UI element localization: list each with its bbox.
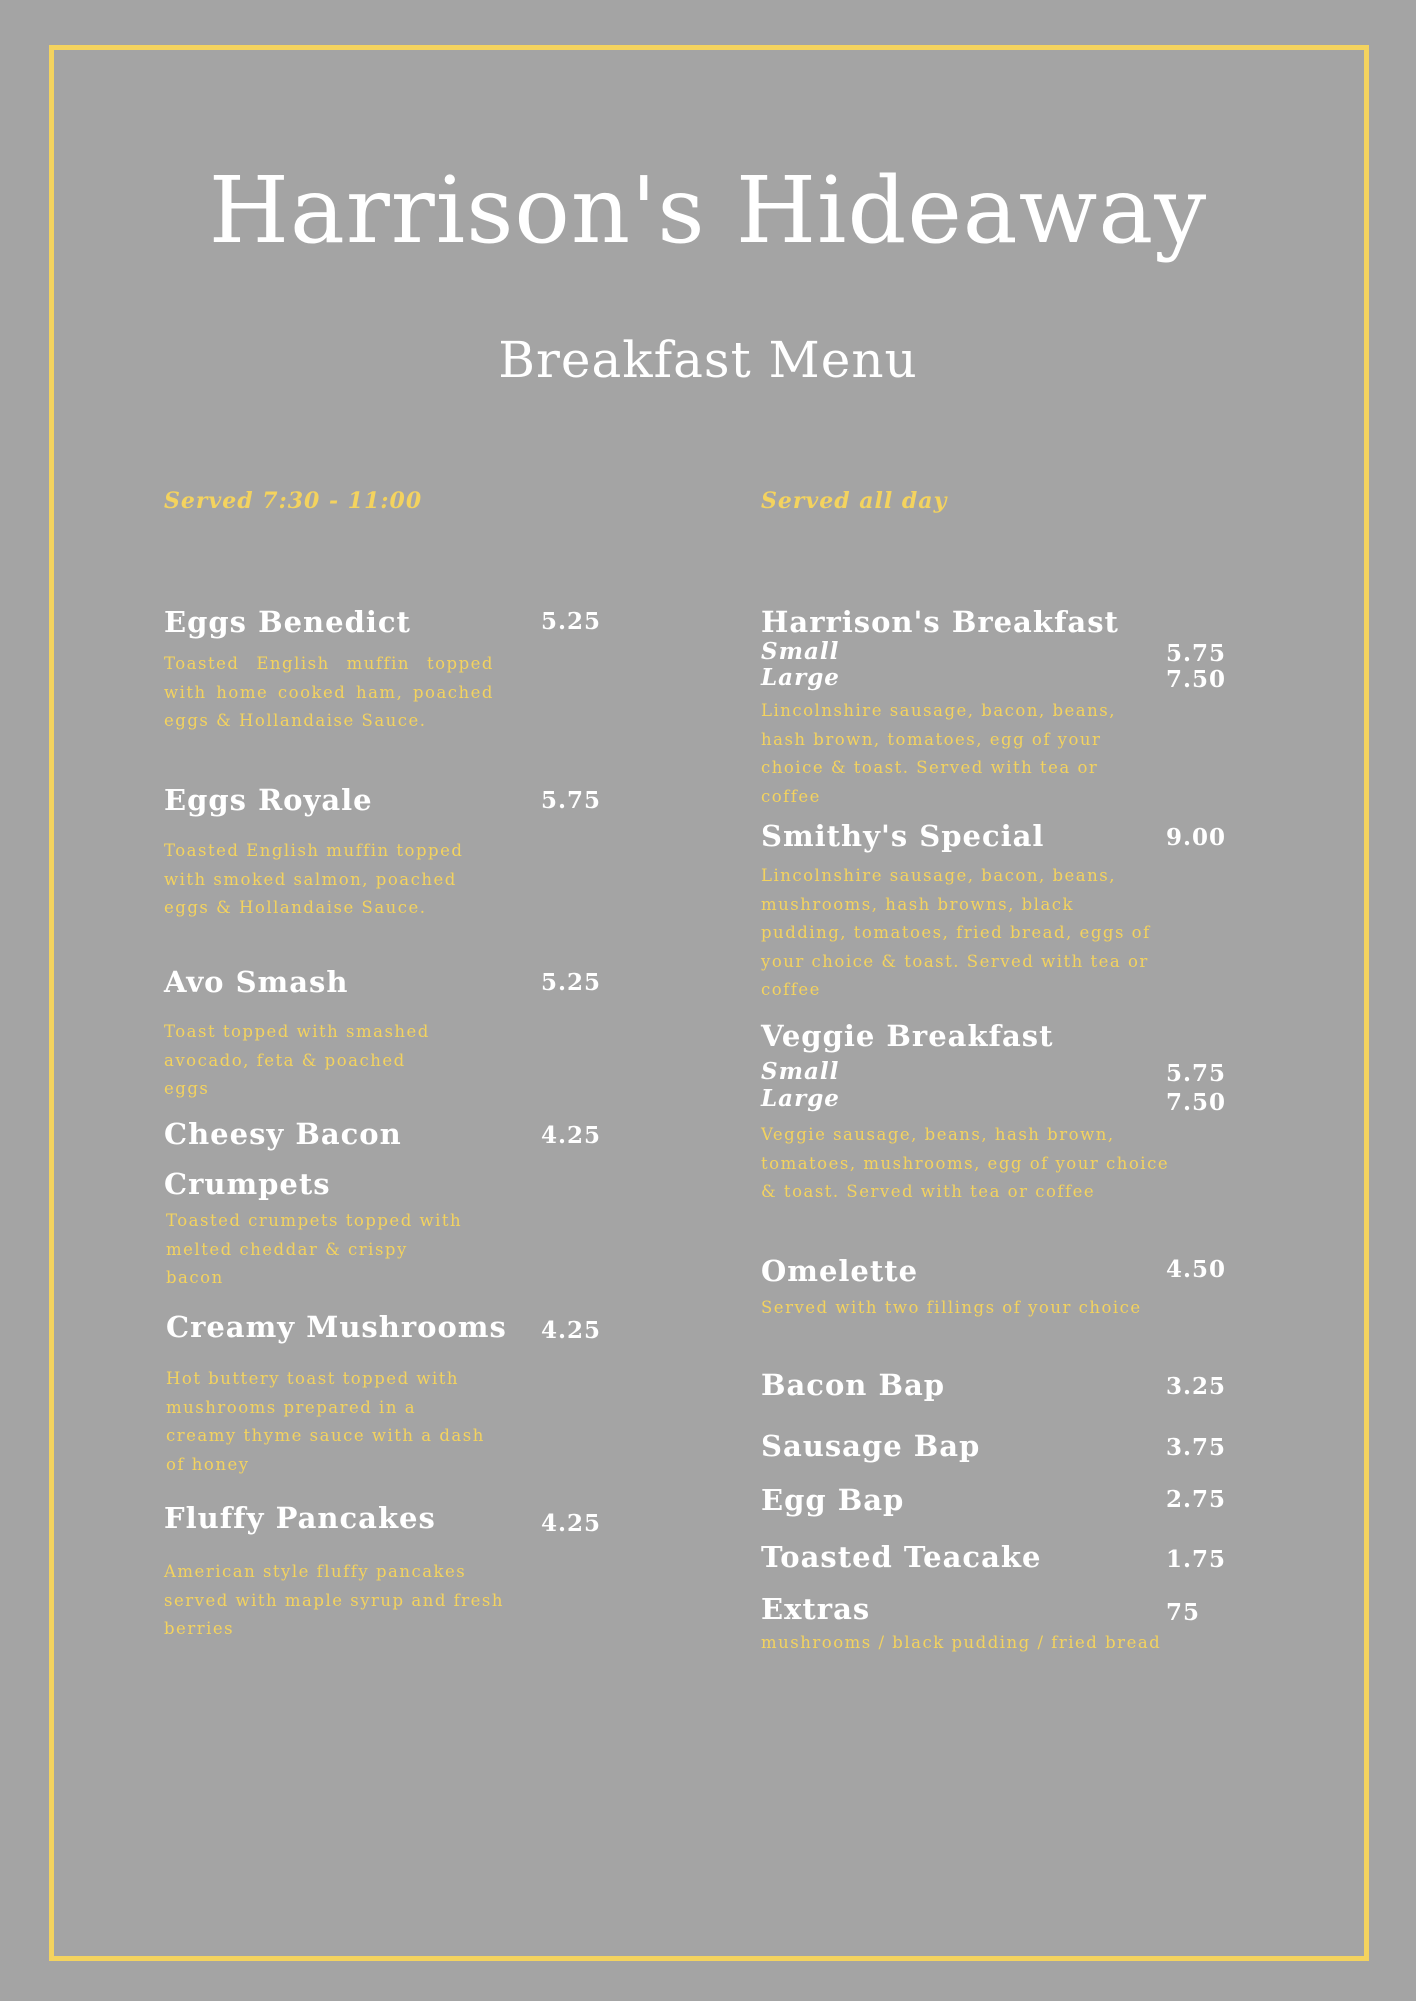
item-name-avo-smash: Avo Smash xyxy=(164,965,349,999)
item-price-harrisons-breakfast-large: 7.50 xyxy=(1166,666,1227,693)
restaurant-title: Harrison's Hideaway xyxy=(208,157,1208,264)
item-price-veggie-breakfast-small: 5.75 xyxy=(1166,1060,1227,1087)
item-price-eggs-royale: 5.75 xyxy=(541,787,602,814)
item-name-smithys-special: Smithy's Special xyxy=(761,819,1045,853)
item-desc-eggs-royale: Toasted English muffin topped with smoked salmon, poached eggs & Hollandaise Sauce. xyxy=(164,841,464,917)
item-price-omelette: 4.50 xyxy=(1166,1256,1227,1283)
right-served-time: Served all day xyxy=(761,488,948,514)
item-price-harrisons-breakfast-small: 5.75 xyxy=(1166,640,1227,667)
left-served-time: Served 7:30 - 11:00 xyxy=(164,488,423,514)
item-price-smithys-special: 9.00 xyxy=(1166,824,1227,851)
item-desc-fluffy-pancakes: American style fluffy pancakes served with maple syrup and fresh berries xyxy=(164,1562,504,1638)
item-desc-smithys-special: Lincolnshire sausage, bacon, beans, mushrooms, hash browns, black pudding, tomatoes, fried bread, eggs of your choice & toast. Served with tea or coffee xyxy=(761,866,1151,999)
size-label-small: Small xyxy=(761,638,840,665)
item-name-creamy-mushrooms: Creamy Mushrooms xyxy=(166,1310,507,1344)
item-price-toasted-teacake: 1.75 xyxy=(1166,1546,1227,1573)
item-name-omelette: Omelette xyxy=(761,1254,919,1288)
item-name-extras: Extras xyxy=(761,1592,871,1626)
item-name-harrisons-breakfast: Harrison's Breakfast xyxy=(761,605,1119,639)
item-price-eggs-benedict: 5.25 xyxy=(541,608,602,635)
item-price-veggie-breakfast-large: 7.50 xyxy=(1166,1089,1227,1116)
item-name-veggie-breakfast: Veggie Breakfast xyxy=(761,1019,1054,1053)
item-price-cheesy-bacon-crumpets: 4.25 xyxy=(541,1122,602,1149)
item-price-sausage-bap: 3.75 xyxy=(1166,1434,1227,1461)
item-price-extras: 75 xyxy=(1166,1599,1201,1626)
item-desc-harrisons-breakfast: Lincolnshire sausage, bacon, beans, hash brown, tomatoes, egg of your choice & toast. Served with tea or coffee xyxy=(761,701,1116,806)
item-name-eggs-benedict: Eggs Benedict xyxy=(164,605,411,639)
size-label-small: Small xyxy=(761,1058,840,1085)
item-price-bacon-bap: 3.25 xyxy=(1166,1373,1227,1400)
size-label-large: Large xyxy=(761,1085,840,1112)
item-desc-extras: mushrooms / black pudding / fried bread xyxy=(761,1633,1162,1652)
item-price-fluffy-pancakes: 4.25 xyxy=(541,1510,602,1537)
item-price-egg-bap: 2.75 xyxy=(1166,1486,1227,1513)
item-desc-avo-smash: Toast topped with smashed avocado, feta & poached eggs xyxy=(164,1022,430,1098)
size-label-large: Large xyxy=(761,664,840,691)
menu-subtitle: Breakfast Menu xyxy=(498,331,918,389)
item-desc-omelette: Served with two fillings of your choice xyxy=(761,1298,1142,1317)
item-price-creamy-mushrooms: 4.25 xyxy=(541,1317,602,1344)
item-name-bacon-bap: Bacon Bap xyxy=(761,1368,946,1402)
item-price-avo-smash: 5.25 xyxy=(541,969,602,996)
item-name-fluffy-pancakes: Fluffy Pancakes xyxy=(164,1501,436,1535)
item-desc-eggs-benedict: Toasted English muffin topped with home cooked ham, poached eggs & Hollandaise Sauce. xyxy=(164,654,494,730)
item-desc-creamy-mushrooms: Hot buttery toast topped with mushrooms prepared in a creamy thyme sauce with a dash of honey xyxy=(166,1369,485,1474)
item-name-sausage-bap: Sausage Bap xyxy=(761,1429,981,1463)
item-desc-veggie-breakfast: Veggie sausage, beans, hash brown, tomatoes, mushrooms, egg of your choice & toast. Served with tea or coffee xyxy=(761,1125,1170,1201)
item-name-eggs-royale: Eggs Royale xyxy=(164,783,373,817)
item-name-egg-bap: Egg Bap xyxy=(761,1483,905,1517)
item-name-toasted-teacake: Toasted Teacake xyxy=(761,1540,1042,1574)
item-name-cheesy-bacon-crumpets: Cheesy Bacon Crumpets xyxy=(164,1117,402,1201)
item-desc-cheesy-bacon-crumpets: Toasted crumpets topped with melted cheddar & crispy bacon xyxy=(166,1211,463,1287)
